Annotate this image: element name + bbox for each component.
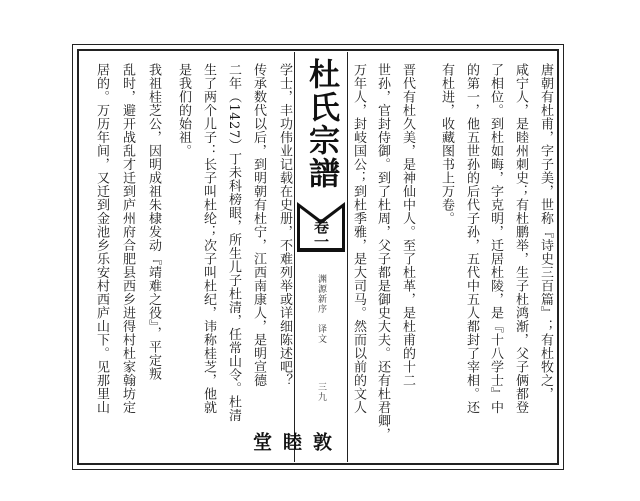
text-column: 咸宁人，是睦州刺史；有杜鹏举，生子杜鸿渐，父子俩都登 [513,63,528,414]
spine-rule [347,52,348,462]
volume-label: 卷一 [312,219,330,249]
text-column: 万年人，封岐国公；到杜季雅，是大司马。然而以前的文人 [351,63,366,414]
book-title: 杜氏宗譜 [303,58,339,190]
text-column: 唐朝有杜甫，字子美，世称『诗史三百篇』；有杜牧之， [538,63,553,401]
hall-name: 敦睦堂 [250,432,332,452]
text-column: 世孙，官封侍御。到了杜周，父子都是御史大夫。还有杜君卿， [375,63,390,441]
text-column: 传承数代以后，到明朝有杜宁，江西南康人，是明宣德 [251,63,266,387]
text-column: 我祖桂芝公，因明成祖朱棣发动『靖难之役』，平定叛 [146,63,161,381]
text-column: 学士，丰功伟业记载在史册，不难列举或详细陈述吧？ [277,63,292,387]
text-column: 二年（1427）丁未科榜眼，所生儿子杜清，任常山令。杜清 [226,63,241,423]
text-column: 晋代有杜久美，是神仙中人。至了杜革，是杜甫的十二 [400,63,415,387]
spine-rule [294,52,295,462]
section-label: 渊源新序 译文 [316,274,326,344]
text-column: 有杜进，收藏图书上万卷。 [439,63,454,225]
text-column: 乱时，避开战乱才迁到庐州府合肥县西乡进得村杜家翰坊定 [120,63,135,414]
text-column: 居的。万历年间，又迁到金池乡乐安村西庐山下。见那里山 [94,63,109,414]
text-column: 的第一，他五世孙的后代子孙，五代中五人都封了宰相。还 [464,63,479,414]
text-column: 了相位。到杜如晦，字克明，迁居杜陵，是『十八学士』中 [488,63,503,414]
text-column: 生了两个儿子：长子叫杜纶；次子叫杜纪，讳称桂芝，他就 [201,63,216,414]
text-column: 是我们的始祖。 [176,63,191,158]
page-number: 三九 [316,382,326,402]
